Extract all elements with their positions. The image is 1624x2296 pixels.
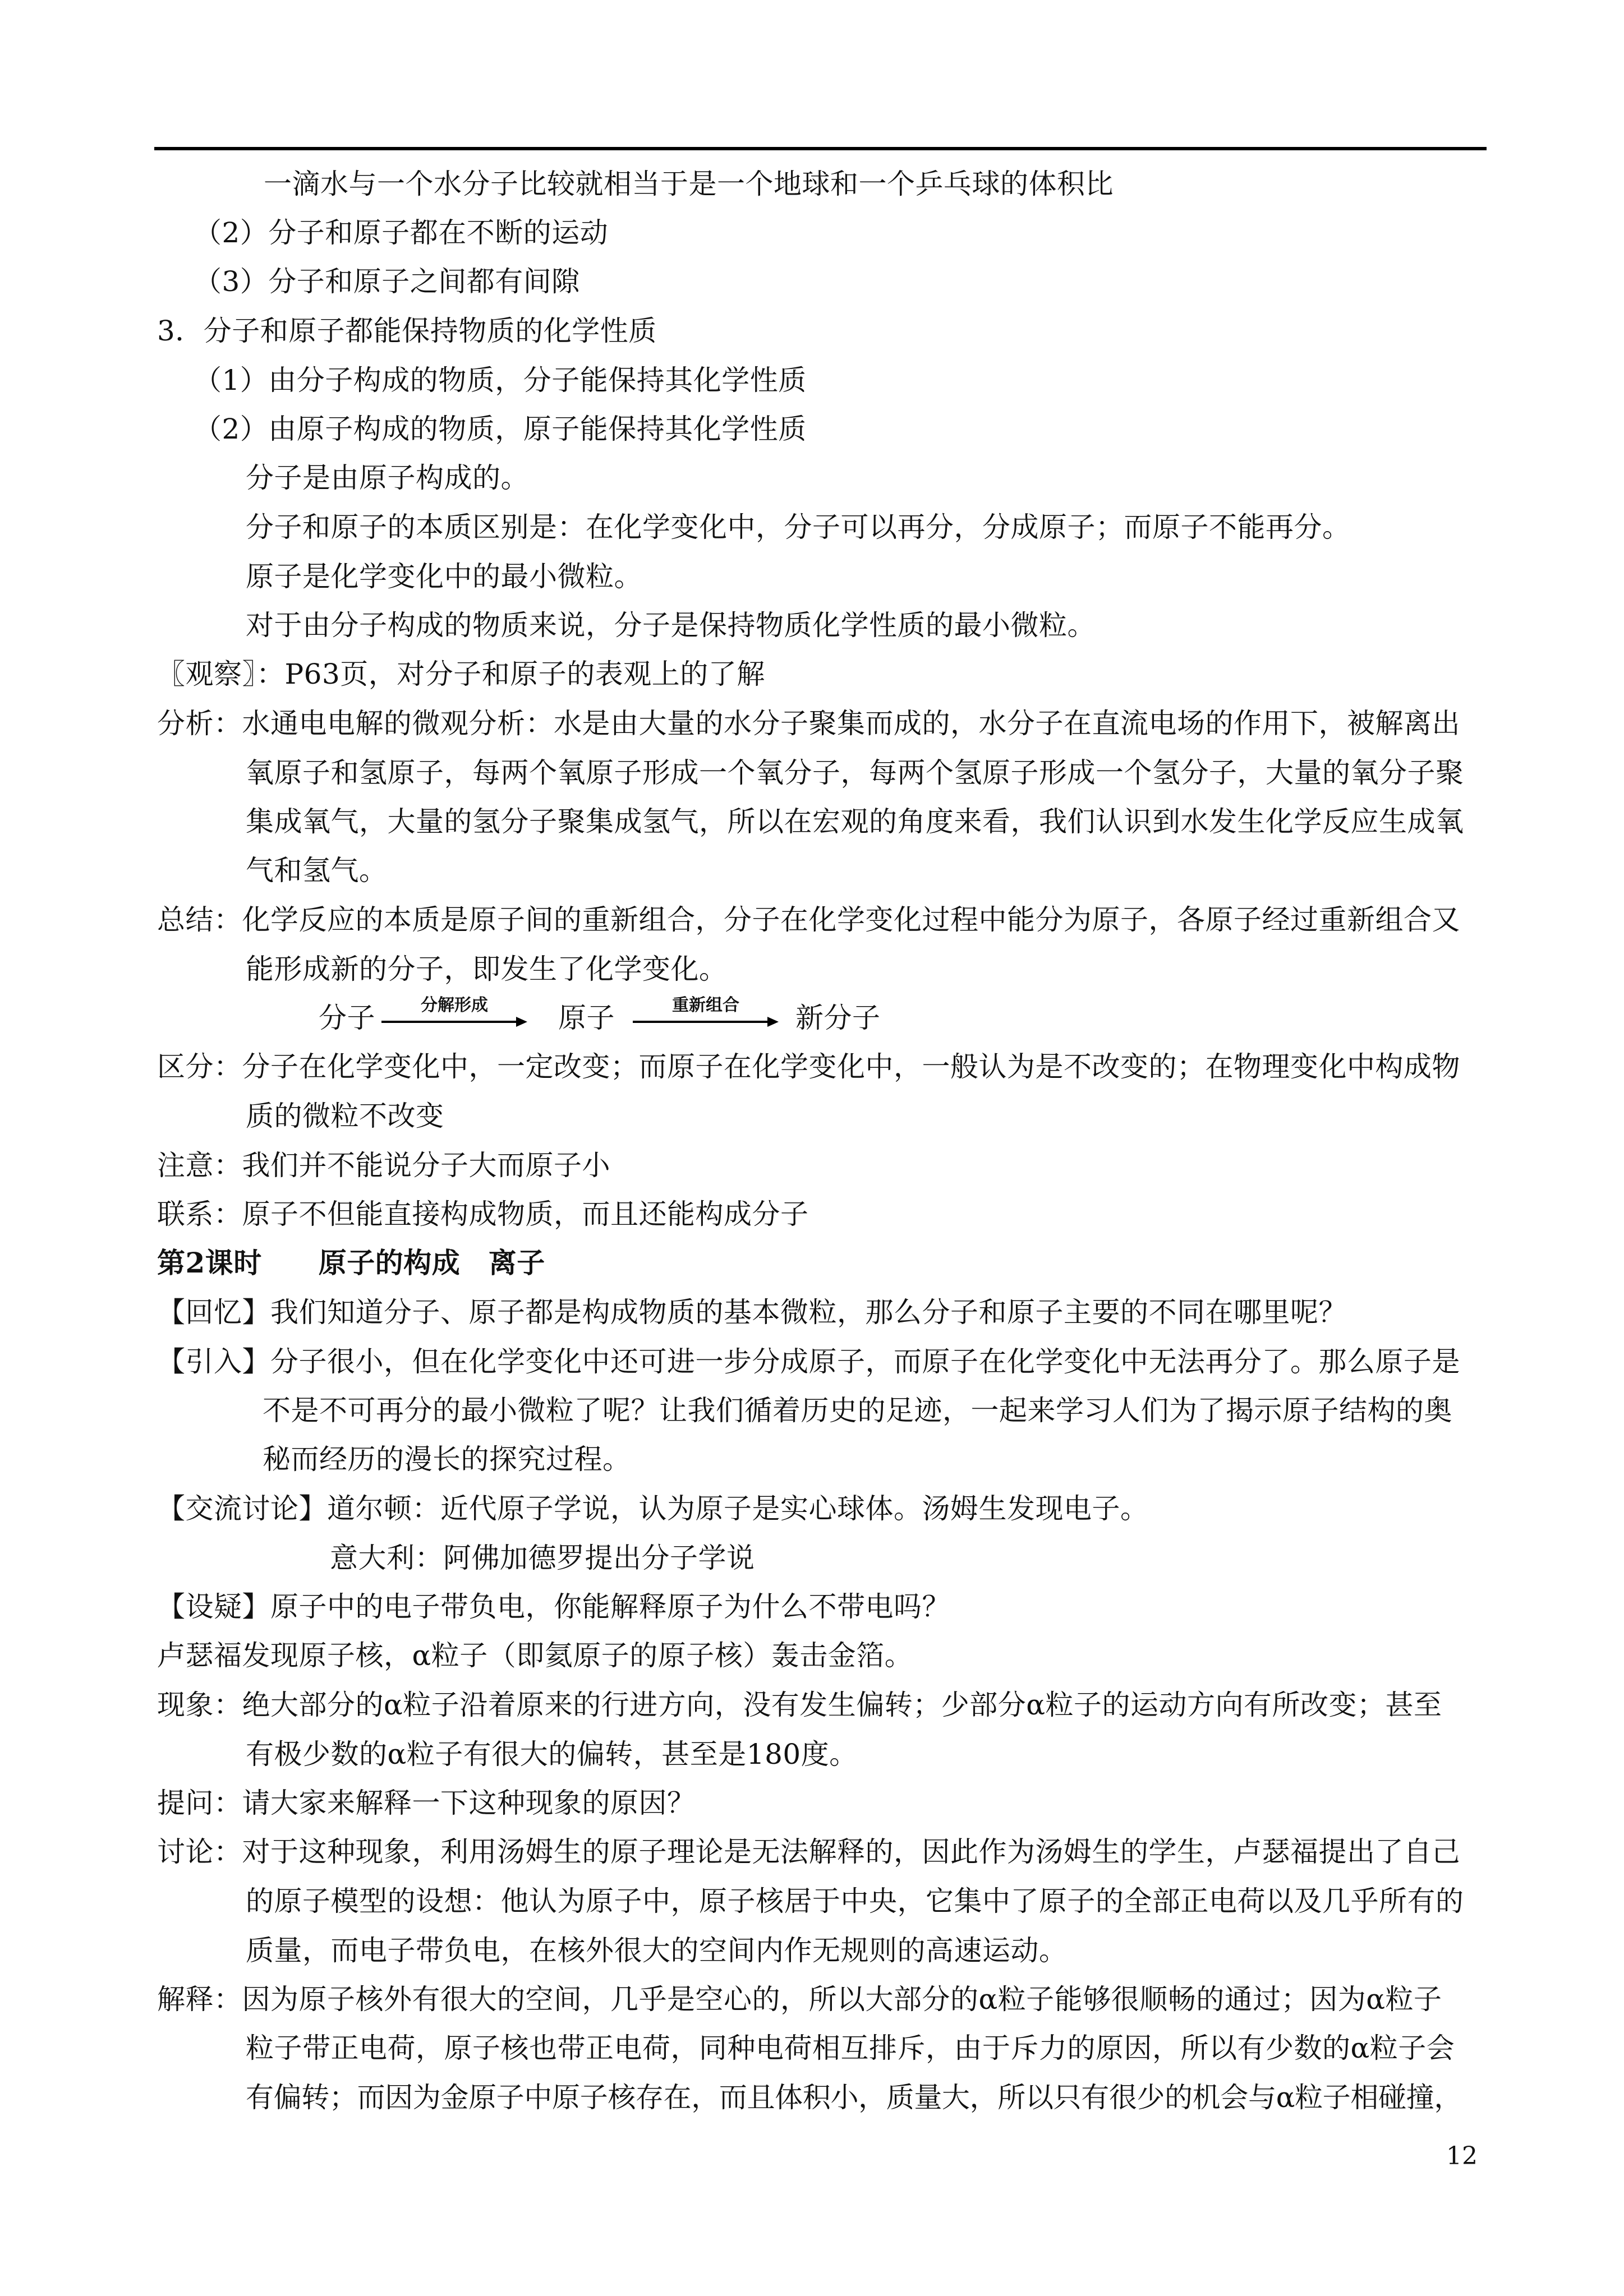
text-line: 气和氢气。	[246, 854, 388, 887]
section-heading: 3．分子和原子都能保持物质的化学性质	[157, 315, 657, 347]
scheme-arrow-2	[633, 995, 779, 1032]
scheme-arrow-1	[381, 995, 527, 1032]
text-line: 质的微粒不改变	[246, 1100, 444, 1132]
lesson-heading: 第2课时 原子的构成 离子	[157, 1246, 545, 1279]
text-line: 分子和原子的本质区别是：在化学变化中，分子可以再分，分成原子；而原子不能再分。	[246, 511, 1351, 543]
scheme-step1-label: 分解形成	[421, 995, 488, 1015]
paragraph-analysis: 分析：水通电电解的微观分析：水是由大量的水分子聚集而成的，水分子在直流电场的作用下，被解离出	[157, 707, 1460, 740]
text-line: （2）分子和原子都在不断的运动	[194, 216, 609, 249]
text-line: （3）分子和原子之间都有间隙	[194, 265, 580, 298]
text-line: 质量，而电子带负电，在核外很大的空间内作无规则的高速运动。	[246, 1934, 1068, 1967]
text-line: 意大利：阿佛加德罗提出分子学说	[330, 1542, 755, 1574]
arrow-icon	[381, 1011, 527, 1033]
paragraph-phenomenon: 现象：绝大部分的α粒子沿着原来的行进方向，没有发生偏转；少部分α粒子的运动方向有所改变；甚至	[157, 1689, 1442, 1721]
text-line: 粒子带正电荷，原子核也带正电荷，同种电荷相互排斥，由于斥力的原因，所以有少数的α粒子会	[246, 2032, 1455, 2064]
page-number: 12	[1446, 2142, 1478, 2170]
text-line: 有极少数的α粒子有很大的偏转，甚至是180度。	[246, 1738, 858, 1771]
text-line: 原子是化学变化中的最小微粒。	[246, 560, 642, 593]
paragraph-explanation: 解释：因为原子核外有很大的空间，几乎是空心的，所以大部分的α粒子能够很顺畅的通过；因为α粒子	[157, 1983, 1442, 2016]
text-line: 联系：原子不但能直接构成物质，而且还能构成分子	[157, 1198, 809, 1230]
text-line: 能形成新的分子，即发生了化学变化。	[246, 953, 728, 985]
text-line: 分子是由原子构成的。	[246, 462, 529, 494]
text-line: 秘而经历的漫长的探究过程。	[263, 1443, 631, 1476]
text-line: 【回忆】我们知道分子、原子都是构成物质的基本微粒，那么分子和原子主要的不同在哪里呢？	[157, 1296, 1347, 1329]
paragraph-distinction: 区分：分子在化学变化中，一定改变；而原子在化学变化中，一般认为是不改变的；在物理变化中构成物	[157, 1050, 1460, 1083]
scheme-molecule: 分子	[319, 1002, 375, 1034]
text-line: 注意：我们并不能说分子大而原子小	[157, 1149, 610, 1182]
text-line: 〖观察〗：P63页，对分子和原子的表观上的了解	[157, 658, 765, 690]
paragraph-summary: 总结：化学反应的本质是原子间的重新组合，分子在化学变化过程中能分为原子，各原子经过重新组合又	[157, 903, 1460, 936]
text-line: 不是不可再分的最小微粒了呢？让我们循着历史的足迹，一起来学习人们为了揭示原子结构的奥	[263, 1394, 1452, 1427]
text-line: 集成氧气，大量的氢分子聚集成氢气，所以在宏观的角度来看，我们认识到水发生化学反应生成氧	[246, 805, 1464, 838]
arrow-icon	[633, 1011, 779, 1033]
paragraph-intro: 【引入】分子很小，但在化学变化中还可进一步分成原子，而原子在化学变化中无法再分了。那么原子是	[157, 1345, 1460, 1378]
text-line: 卢瑟福发现原子核，α粒子（即氦原子的原子核）轰击金箔。	[157, 1639, 913, 1672]
text-line: 的原子模型的设想：他认为原子中，原子核居于中央，它集中了原子的全部正电荷以及几乎所有的	[246, 1885, 1464, 1917]
text-line: 氧原子和氢原子，每两个氧原子形成一个氧分子，每两个氢原子形成一个氢分子，大量的氧分子聚	[246, 757, 1464, 789]
text-line: 对于由分子构成的物质来说，分子是保持物质化学性质的最小微粒。	[246, 609, 1096, 642]
scheme-new-molecule: 新分子	[795, 1002, 881, 1034]
text-line: （2）由原子构成的物质，原子能保持其化学性质	[194, 413, 807, 445]
text-line: 一滴水与一个水分子比较就相当于是一个地球和一个乒乓球的体积比	[264, 168, 1114, 200]
text-line: 提问：请大家来解释一下这种现象的原因？	[157, 1787, 696, 1819]
scheme-step2-label: 重新组合	[672, 995, 739, 1015]
text-line: 【交流讨论】道尔顿：近代原子学说，认为原子是实心球体。汤姆生发现电子。	[157, 1492, 1149, 1525]
text-line: （1）由分子构成的物质，分子能保持其化学性质	[194, 364, 807, 397]
text-line: 【设疑】原子中的电子带负电，你能解释原子为什么不带电吗？	[157, 1590, 950, 1623]
header-rule	[154, 147, 1487, 150]
scheme-atom: 原子	[558, 1002, 615, 1034]
paragraph-discussion: 讨论：对于这种现象，利用汤姆生的原子理论是无法解释的，因此作为汤姆生的学生，卢瑟福提出了自己	[157, 1836, 1460, 1868]
text-line: 有偏转；而因为金原子中原子核存在，而且体积小，质量大，所以只有很少的机会与α粒子相碰撞，	[246, 2081, 1462, 2114]
